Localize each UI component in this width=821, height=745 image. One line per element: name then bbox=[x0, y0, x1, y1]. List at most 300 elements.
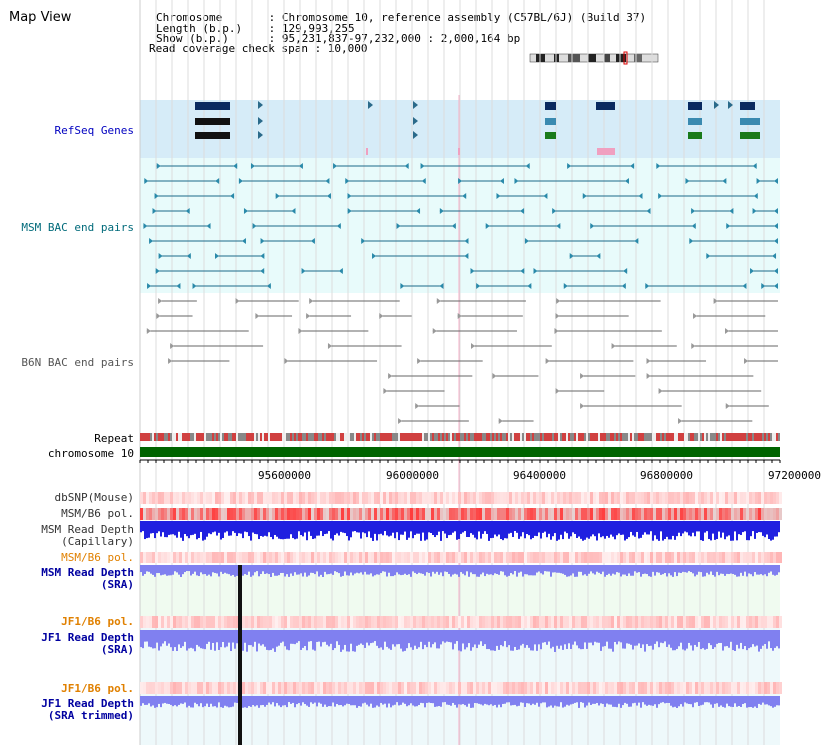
depth-bar bbox=[214, 630, 216, 651]
depth-bar bbox=[174, 696, 176, 705]
repeat-cell bbox=[740, 433, 742, 441]
pol-cell bbox=[371, 508, 374, 520]
depth-bar bbox=[624, 630, 626, 649]
pol-cell bbox=[524, 508, 527, 520]
depth-bar bbox=[274, 696, 276, 706]
repeat-cell bbox=[496, 433, 498, 441]
depth-bar bbox=[526, 696, 528, 703]
dbsnp-cell bbox=[716, 492, 719, 504]
pol-cell bbox=[458, 552, 461, 563]
depth-bar bbox=[396, 565, 398, 572]
depth-bar bbox=[740, 696, 742, 707]
pol-cell bbox=[635, 552, 638, 563]
depth-bar bbox=[420, 630, 422, 642]
depth-bar bbox=[746, 630, 748, 650]
pol-cell bbox=[545, 552, 548, 563]
pol-cell bbox=[605, 616, 608, 628]
depth-bar bbox=[428, 630, 430, 642]
pol-cell bbox=[383, 552, 386, 563]
bac-end bbox=[580, 373, 584, 379]
pol-cell bbox=[539, 616, 542, 628]
dbsnp-cell bbox=[323, 492, 326, 504]
depth-bar bbox=[510, 630, 512, 651]
repeat-cell bbox=[708, 433, 710, 441]
pol-cell bbox=[188, 616, 191, 628]
depth-bar bbox=[578, 696, 580, 708]
repeat-cell bbox=[602, 433, 604, 441]
depth-bar bbox=[266, 696, 268, 705]
depth-bar bbox=[536, 565, 538, 573]
pol-cell bbox=[236, 508, 239, 520]
pol-cell bbox=[611, 682, 614, 694]
depth-bar bbox=[636, 630, 638, 646]
pol-cell bbox=[461, 616, 464, 628]
depth-bar bbox=[574, 630, 576, 642]
depth-bar bbox=[470, 630, 472, 651]
pol-cell bbox=[464, 508, 467, 520]
depth-bar bbox=[590, 696, 592, 705]
depth-bar bbox=[362, 630, 364, 645]
depth-bar bbox=[604, 521, 606, 539]
repeat-cell bbox=[766, 433, 768, 441]
dbsnp-cell bbox=[617, 492, 620, 504]
pol-cell bbox=[641, 616, 644, 628]
depth-bar bbox=[264, 630, 266, 647]
depth-bar bbox=[144, 696, 146, 705]
repeat-cell bbox=[420, 433, 422, 441]
pol-cell bbox=[470, 552, 473, 563]
pol-cell bbox=[692, 616, 695, 628]
pol-cell bbox=[467, 682, 470, 694]
pol-cell bbox=[170, 616, 173, 628]
pol-cell bbox=[410, 552, 413, 563]
depth-bar bbox=[174, 521, 176, 535]
refseq-marker bbox=[597, 148, 615, 155]
depth-bar bbox=[724, 565, 726, 576]
depth-bar bbox=[706, 565, 708, 573]
dbsnp-cell bbox=[347, 492, 350, 504]
repeat-cell bbox=[502, 433, 504, 441]
depth-bar bbox=[314, 565, 316, 574]
pol-cell bbox=[386, 682, 389, 694]
pol-cell bbox=[533, 552, 536, 563]
depth-bar bbox=[534, 696, 536, 705]
pol-cell bbox=[755, 682, 758, 694]
repeat-cell bbox=[364, 433, 366, 441]
depth-bar bbox=[394, 565, 396, 575]
dbsnp-cell bbox=[578, 492, 581, 504]
depth-bar bbox=[248, 521, 250, 536]
repeat-cell bbox=[490, 433, 492, 441]
depth-bar bbox=[304, 565, 306, 573]
repeat-cell bbox=[488, 433, 490, 441]
depth-bar bbox=[312, 521, 314, 539]
pol-cell bbox=[464, 682, 467, 694]
pol-cell bbox=[590, 552, 593, 563]
depth-bar bbox=[404, 696, 406, 704]
dbsnp-cell bbox=[335, 492, 338, 504]
depth-bar bbox=[540, 565, 542, 573]
pol-cell bbox=[476, 508, 479, 520]
pol-cell bbox=[701, 682, 704, 694]
pol-cell bbox=[578, 508, 581, 520]
depth-bar bbox=[422, 521, 424, 533]
pol-cell bbox=[320, 552, 323, 563]
depth-bar bbox=[630, 696, 632, 707]
dbsnp-cell bbox=[362, 492, 365, 504]
depth-bar bbox=[542, 521, 544, 533]
pol-cell bbox=[635, 616, 638, 628]
pol-cell bbox=[722, 616, 725, 628]
bac-end bbox=[255, 313, 259, 319]
depth-bar bbox=[452, 696, 454, 703]
depth-bar bbox=[250, 696, 252, 707]
pol-cell bbox=[716, 682, 719, 694]
pol-cell bbox=[659, 508, 662, 520]
depth-bar bbox=[378, 565, 380, 575]
pol-cell bbox=[335, 508, 338, 520]
pol-cell bbox=[566, 682, 569, 694]
pol-cell bbox=[533, 616, 536, 628]
pol-cell bbox=[758, 616, 761, 628]
pol-cell bbox=[767, 508, 770, 520]
pol-cell bbox=[242, 682, 245, 694]
depth-bar bbox=[736, 696, 738, 707]
depth-bar bbox=[552, 521, 554, 536]
depth-bar bbox=[566, 696, 568, 705]
depth-bar bbox=[448, 630, 450, 642]
repeat-cell bbox=[608, 433, 610, 441]
dbsnp-cell bbox=[743, 492, 746, 504]
pol-cell bbox=[377, 682, 380, 694]
depth-bar bbox=[642, 696, 644, 702]
dbsnp-cell bbox=[635, 492, 638, 504]
depth-bar bbox=[230, 565, 232, 576]
depth-bar bbox=[512, 565, 514, 574]
pol-cell bbox=[743, 508, 746, 520]
pol-cell bbox=[608, 508, 611, 520]
depth-bar bbox=[638, 696, 640, 703]
depth-bar bbox=[382, 630, 384, 650]
repeat-cell bbox=[312, 433, 314, 441]
pol-cell bbox=[539, 508, 542, 520]
depth-bar bbox=[390, 696, 392, 707]
depth-bar bbox=[516, 565, 518, 577]
info-coverage-span: Read coverage check span : 10,000 bbox=[149, 42, 368, 55]
depth-bar bbox=[342, 630, 344, 650]
depth-bar bbox=[602, 696, 604, 704]
depth-bar bbox=[724, 696, 726, 708]
depth-bar bbox=[482, 521, 484, 534]
depth-bar bbox=[468, 696, 470, 704]
dbsnp-cell bbox=[359, 492, 362, 504]
depth-bar bbox=[190, 630, 192, 648]
depth-bar bbox=[326, 565, 328, 574]
depth-bar bbox=[490, 565, 492, 574]
depth-bar bbox=[532, 521, 534, 538]
pol-cell bbox=[596, 682, 599, 694]
depth-bar bbox=[714, 521, 716, 540]
depth-bar bbox=[146, 565, 148, 571]
depth-bar bbox=[540, 630, 542, 649]
pol-cell bbox=[482, 682, 485, 694]
depth-bar bbox=[354, 565, 356, 574]
depth-bar bbox=[492, 521, 494, 538]
pol-cell bbox=[407, 552, 410, 563]
depth-bar bbox=[260, 521, 262, 536]
repeat-cell bbox=[724, 433, 726, 441]
repeat-cell bbox=[352, 433, 354, 441]
repeat-cell bbox=[434, 433, 436, 441]
dbsnp-cell bbox=[752, 492, 755, 504]
pol-cell bbox=[560, 508, 563, 520]
pol-cell bbox=[275, 682, 278, 694]
dbsnp-cell bbox=[446, 492, 449, 504]
depth-bar bbox=[376, 630, 378, 646]
pol-cell bbox=[401, 552, 404, 563]
pol-cell bbox=[644, 682, 647, 694]
depth-bar bbox=[414, 630, 416, 646]
depth-bar bbox=[394, 696, 396, 705]
pol-cell bbox=[518, 508, 521, 520]
depth-bar bbox=[280, 521, 282, 539]
depth-bar bbox=[702, 521, 704, 541]
depth-bar bbox=[468, 521, 470, 537]
pol-cell bbox=[260, 508, 263, 520]
depth-bar bbox=[286, 696, 288, 707]
depth-bar bbox=[750, 521, 752, 536]
pol-cell bbox=[737, 552, 740, 563]
pol-cell bbox=[200, 552, 203, 563]
dbsnp-cell bbox=[203, 492, 206, 504]
depth-bar bbox=[696, 565, 698, 575]
pol-cell bbox=[353, 616, 356, 628]
depth-bar bbox=[646, 565, 648, 574]
pol-cell bbox=[473, 552, 476, 563]
dbsnp-cell bbox=[500, 492, 503, 504]
pol-cell bbox=[416, 682, 419, 694]
depth-bar bbox=[482, 696, 484, 705]
depth-bar bbox=[666, 630, 668, 647]
pol-cell bbox=[437, 508, 440, 520]
repeat-cell bbox=[668, 433, 670, 441]
depth-bar bbox=[610, 565, 612, 576]
depth-bar bbox=[224, 696, 226, 706]
pol-cell bbox=[674, 552, 677, 563]
bac-end bbox=[388, 373, 392, 379]
repeat-cell bbox=[552, 433, 554, 441]
depth-bar bbox=[586, 565, 588, 576]
depth-bar bbox=[504, 630, 506, 641]
depth-bar bbox=[308, 565, 310, 575]
dbsnp-cell bbox=[515, 492, 518, 504]
dbsnp-cell bbox=[701, 492, 704, 504]
depth-bar bbox=[706, 696, 708, 702]
pol-cell bbox=[167, 682, 170, 694]
pol-cell bbox=[311, 552, 314, 563]
depth-bar bbox=[154, 565, 156, 577]
pol-cell bbox=[623, 616, 626, 628]
depth-bar bbox=[480, 696, 482, 704]
depth-bar bbox=[494, 565, 496, 573]
pol-cell bbox=[152, 682, 155, 694]
repeat-cell bbox=[316, 433, 318, 441]
depth-bar bbox=[678, 696, 680, 706]
dbsnp-cell bbox=[233, 492, 236, 504]
pol-cell bbox=[590, 682, 593, 694]
pol-cell bbox=[398, 616, 401, 628]
depth-bar bbox=[614, 521, 616, 539]
depth-bar bbox=[274, 565, 276, 576]
dbsnp-cell bbox=[761, 492, 764, 504]
dbsnp-cell bbox=[650, 492, 653, 504]
depth-bar bbox=[364, 521, 366, 533]
dbsnp-cell bbox=[584, 492, 587, 504]
depth-bar bbox=[388, 565, 390, 573]
depth-bar bbox=[308, 630, 310, 642]
depth-bar bbox=[762, 521, 764, 536]
pol-cell bbox=[515, 552, 518, 563]
repeat-cell bbox=[606, 433, 608, 441]
bac-end bbox=[284, 358, 288, 364]
dbsnp-cell bbox=[320, 492, 323, 504]
repeat-cell bbox=[738, 433, 740, 441]
pol-cell bbox=[464, 552, 467, 563]
depth-bar bbox=[400, 696, 402, 705]
depth-bar bbox=[374, 521, 376, 534]
pol-cell bbox=[239, 552, 242, 563]
label-refseq-genes[interactable]: RefSeq Genes bbox=[54, 124, 134, 137]
label-msm-depth-capillary-sub: (Capillary) bbox=[61, 535, 134, 548]
pol-cell bbox=[605, 552, 608, 563]
pol-cell bbox=[335, 682, 338, 694]
depth-bar bbox=[408, 565, 410, 574]
dbsnp-cell bbox=[470, 492, 473, 504]
repeat-cell bbox=[758, 433, 760, 441]
repeat-cell bbox=[732, 433, 734, 441]
repeat-cell bbox=[390, 433, 392, 441]
dbsnp-cell bbox=[308, 492, 311, 504]
depth-bar bbox=[554, 521, 556, 533]
depth-bar bbox=[424, 630, 426, 645]
depth-bar bbox=[736, 521, 738, 540]
depth-bar bbox=[606, 565, 608, 575]
pol-cell bbox=[287, 508, 290, 520]
refseq-gene bbox=[195, 102, 230, 110]
depth-bar bbox=[206, 565, 208, 576]
dbsnp-cell bbox=[590, 492, 593, 504]
pol-cell bbox=[641, 508, 644, 520]
bac-end bbox=[236, 298, 240, 304]
repeat-cell bbox=[542, 433, 544, 441]
depth-bar bbox=[584, 630, 586, 642]
depth-bar bbox=[494, 521, 496, 535]
pol-cell bbox=[245, 508, 248, 520]
depth-bar bbox=[246, 521, 248, 532]
depth-bar bbox=[226, 630, 228, 647]
depth-bar bbox=[388, 521, 390, 536]
pol-cell bbox=[353, 508, 356, 520]
dbsnp-cell bbox=[575, 492, 578, 504]
pol-cell bbox=[266, 682, 269, 694]
pol-cell bbox=[653, 682, 656, 694]
repeat-cell bbox=[470, 433, 472, 441]
depth-bar bbox=[438, 521, 440, 532]
depth-bar bbox=[774, 565, 776, 576]
pol-cell bbox=[416, 616, 419, 628]
pol-cell bbox=[533, 682, 536, 694]
repeat-cell bbox=[672, 433, 674, 441]
depth-bar bbox=[726, 521, 728, 537]
pol-cell bbox=[659, 552, 662, 563]
pol-cell bbox=[557, 616, 560, 628]
repeat-cell bbox=[762, 433, 764, 441]
depth-bar bbox=[208, 630, 210, 642]
pol-cell bbox=[296, 616, 299, 628]
depth-bar bbox=[224, 565, 226, 573]
repeat-cell bbox=[628, 433, 630, 441]
repeat-cell bbox=[356, 433, 358, 441]
label-b6n-bac[interactable]: B6N BAC end pairs bbox=[21, 356, 134, 369]
depth-bar bbox=[674, 565, 676, 572]
depth-bar bbox=[162, 565, 164, 575]
pol-cell bbox=[596, 508, 599, 520]
pol-cell bbox=[266, 552, 269, 563]
depth-bar bbox=[442, 565, 444, 576]
dbsnp-cell bbox=[596, 492, 599, 504]
depth-bar bbox=[638, 630, 640, 643]
dbsnp-cell bbox=[386, 492, 389, 504]
depth-bar bbox=[650, 630, 652, 646]
pol-cell bbox=[335, 616, 338, 628]
label-msm-bac[interactable]: MSM BAC end pairs bbox=[21, 221, 134, 234]
pol-cell bbox=[689, 682, 692, 694]
pol-cell bbox=[446, 508, 449, 520]
depth-bar bbox=[646, 696, 648, 706]
depth-bar bbox=[252, 696, 254, 705]
depth-bar bbox=[544, 696, 546, 702]
depth-bar bbox=[642, 565, 644, 574]
depth-bar bbox=[730, 696, 732, 707]
depth-bar bbox=[460, 565, 462, 572]
depth-bar bbox=[284, 696, 286, 705]
repeat-cell bbox=[510, 433, 512, 441]
pol-cell bbox=[290, 508, 293, 520]
depth-bar bbox=[524, 521, 526, 538]
repeat-cell bbox=[642, 433, 644, 441]
depth-bar bbox=[326, 630, 328, 645]
depth-bar bbox=[694, 521, 696, 536]
pol-cell bbox=[179, 682, 182, 694]
depth-bar bbox=[462, 565, 464, 574]
depth-bar bbox=[512, 630, 514, 651]
depth-bar bbox=[734, 521, 736, 531]
repeat-cell bbox=[704, 433, 706, 441]
repeat-cell bbox=[190, 433, 192, 441]
dbsnp-cell bbox=[536, 492, 539, 504]
depth-bar bbox=[506, 565, 508, 577]
repeat-cell bbox=[720, 433, 722, 441]
dbsnp-cell bbox=[740, 492, 743, 504]
depth-bar bbox=[764, 630, 766, 644]
repeat-cell bbox=[492, 433, 494, 441]
pol-cell bbox=[263, 682, 266, 694]
dbsnp-cell bbox=[620, 492, 623, 504]
pol-cell bbox=[692, 552, 695, 563]
repeat-cell bbox=[504, 433, 506, 441]
depth-bar bbox=[148, 630, 150, 647]
repeat-cell bbox=[726, 433, 728, 441]
